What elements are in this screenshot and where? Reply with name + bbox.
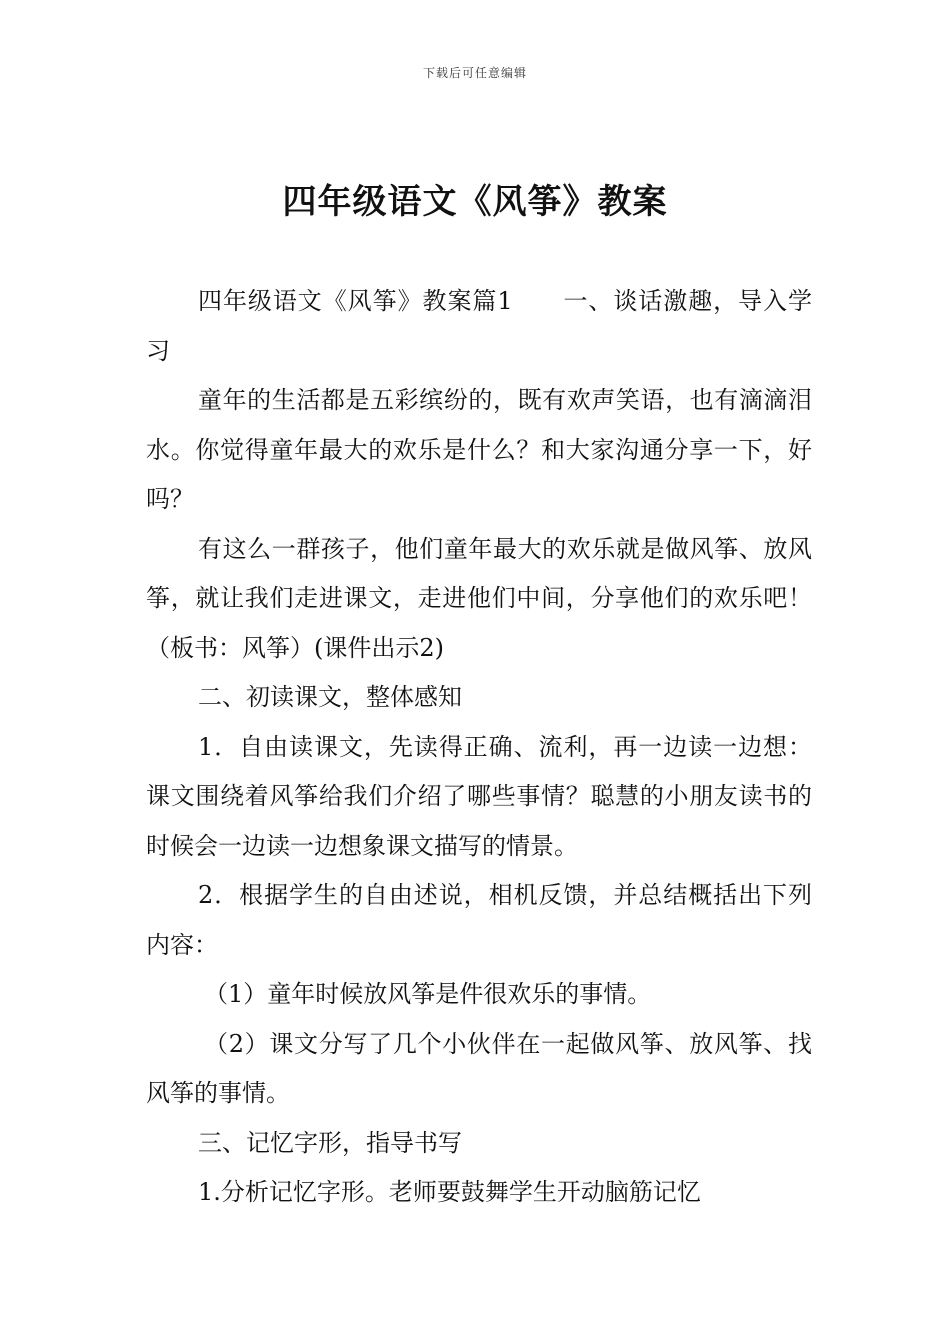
paragraph-intro-heading: 四年级语文《风筝》教案篇1 一、谈话激趣，导入学习	[146, 287, 812, 365]
document-body	[146, 277, 812, 1218]
page-header-note: 下载后可任意编辑	[422, 66, 527, 80]
section-heading-characters: 三、记忆字形，指导书写	[198, 1128, 462, 1157]
section-heading-first-reading: 二、初读课文，整体感知	[198, 683, 462, 711]
paragraph-step-1: 1．自由读课文，先读得正确、流利，再一边读一边想：课文围绕着风筝给我们介绍了哪些事情？聪慧的小朋友读书的时候会一边读一边想象课文描写的情景。	[146, 732, 812, 860]
document-title: 四年级语文《风筝》教案	[282, 182, 668, 222]
list-item-1: （1）童年时候放风筝是件很欢乐的事情。	[204, 980, 652, 1008]
list-item-2: （2）课文分写了几个小伙伴在一起做风筝、放风筝、找风筝的事情。	[146, 1029, 812, 1107]
paragraph-kids-kites: 有这么一群孩子，他们童年最大的欢乐就是做风筝、放风筝，就让我们走进课文，走进他们中间，分享他们的欢乐吧！（板书：风筝）(课件出示2)	[146, 534, 812, 662]
paragraph-step-2: 2．根据学生的自由述说，相机反馈，并总结概括出下列内容：	[146, 881, 812, 959]
paragraph-analyze-characters: 1.分析记忆字形。老师要鼓舞学生开动脑筋记忆	[198, 1178, 701, 1206]
paragraph-childhood: 童年的生活都是五彩缤纷的，既有欢声笑语，也有滴滴泪水。你觉得童年最大的欢乐是什么？和大家沟通分享一下，好吗？	[146, 386, 812, 513]
